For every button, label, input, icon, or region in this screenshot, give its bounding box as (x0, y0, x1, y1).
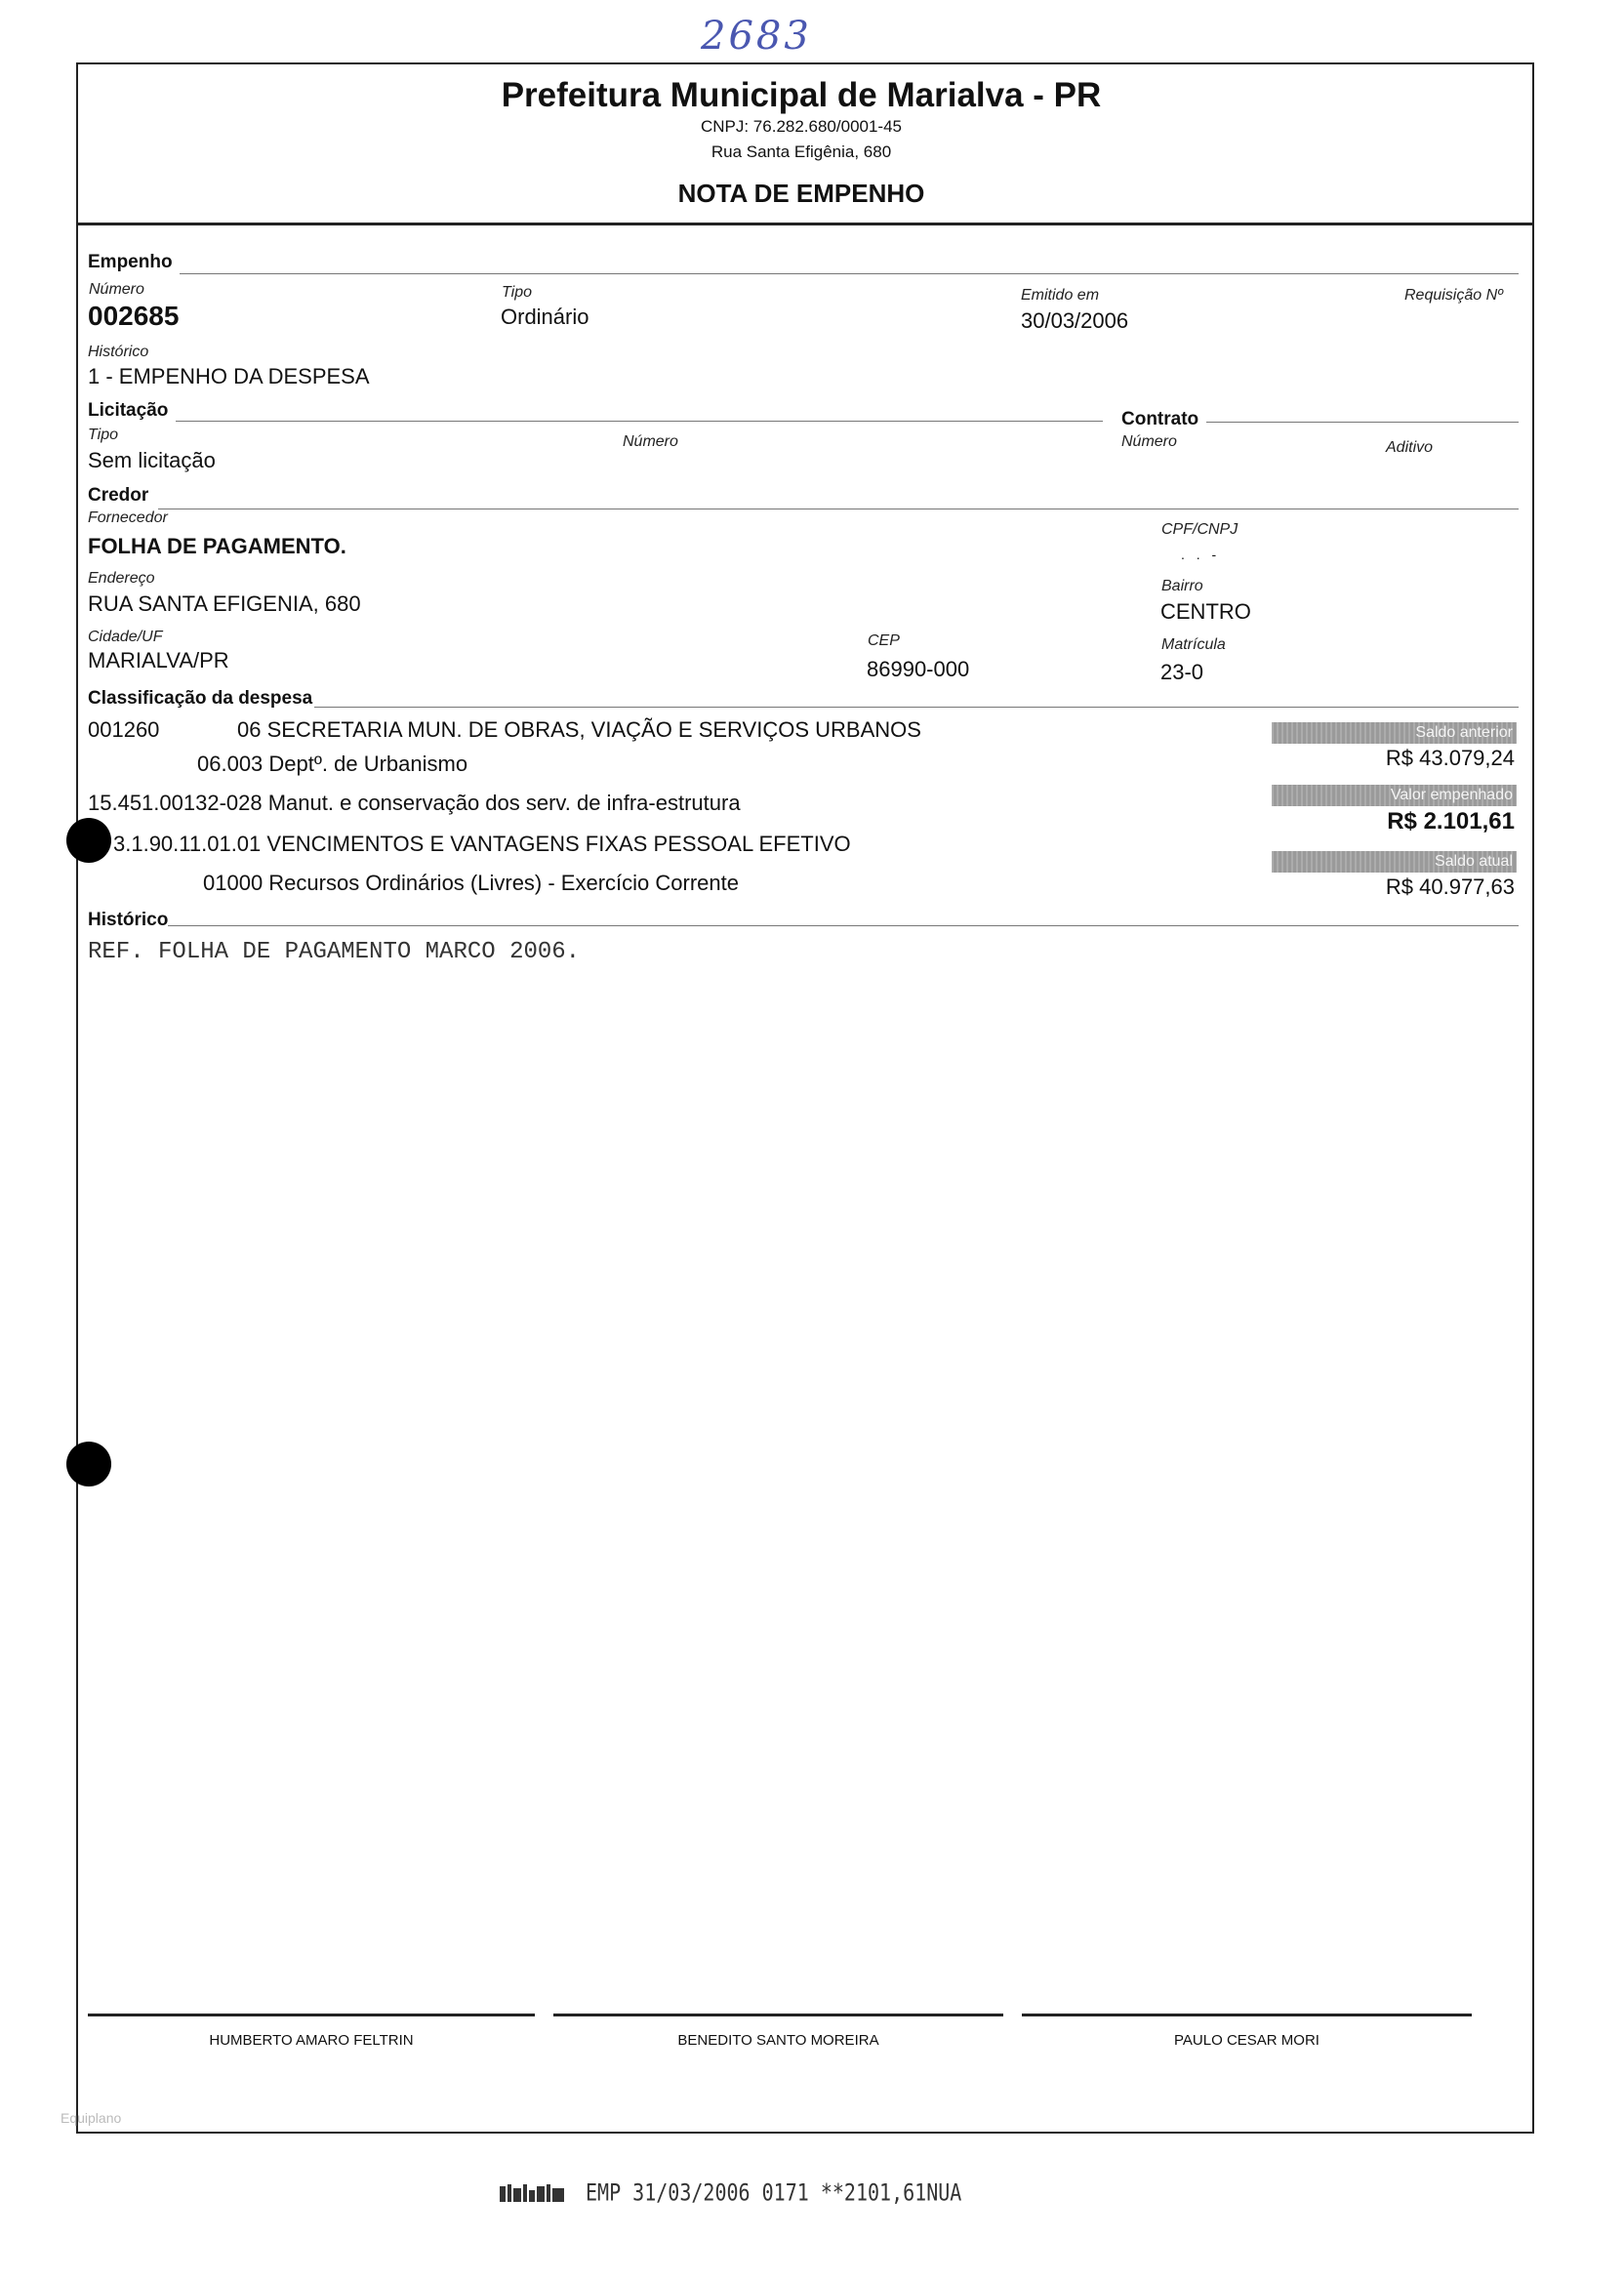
credor-section-title: Credor (88, 485, 149, 506)
fornecedor-label: Fornecedor (88, 509, 168, 526)
cidade-label: Cidade/UF (88, 629, 163, 645)
empenho-rule (180, 273, 1519, 274)
tipo-value: Ordinário (501, 305, 589, 329)
classificacao-section-title: Classificação da despesa (88, 688, 313, 709)
classificacao-departamento: 06.003 Deptº. de Urbanismo (197, 752, 468, 776)
licitacao-tipo-label: Tipo (88, 427, 118, 443)
classificacao-recurso: 01000 Recursos Ordinários (Livres) - Exercício Corrente (203, 871, 739, 895)
endereco-label: Endereço (88, 570, 155, 587)
handwritten-number: 2683 (701, 14, 812, 59)
cpf-value: . . - (1181, 547, 1221, 562)
punch-hole-bottom (66, 1442, 111, 1486)
saldo-atual-badge: Saldo atual (1272, 851, 1517, 873)
signature-name-2: BENEDITO SANTO MOREIRA (677, 2032, 879, 2049)
bank-stamp-text: EMP 31/03/2006 0171 **2101,61NUA (586, 2177, 962, 2207)
software-label: Equiplano (61, 2110, 122, 2126)
saldo-anterior-badge: Saldo anterior (1272, 722, 1517, 744)
licitacao-section-title: Licitação (88, 400, 169, 421)
licitacao-tipo-value: Sem licitação (88, 448, 216, 472)
signature-name-1: HUMBERTO AMARO FELTRIN (209, 2032, 414, 2049)
emitido-value: 30/03/2006 (1021, 308, 1129, 333)
cidade-value: MARIALVA/PR (88, 648, 229, 672)
cep-label: CEP (868, 632, 900, 649)
historico-section-title: Histórico (88, 910, 169, 930)
classificacao-elemento: 3.1.90.11.01.01 VENCIMENTOS E VANTAGENS FIXAS PESSOAL EFETIVO (113, 832, 851, 856)
classificacao-rule (314, 707, 1519, 708)
header-divider (76, 223, 1534, 225)
fornecedor-value: FOLHA DE PAGAMENTO. (88, 534, 346, 558)
cpf-label: CPF/CNPJ (1161, 521, 1238, 538)
cep-value: 86990-000 (867, 657, 970, 681)
page-title: Prefeitura Municipal de Marialva - PR (501, 76, 1102, 114)
document-title: NOTA DE EMPENHO (677, 179, 925, 208)
tipo-label: Tipo (502, 284, 532, 301)
bairro-value: CENTRO (1160, 599, 1251, 624)
historico-text: REF. FOLHA DE PAGAMENTO MARCO 2006. (88, 939, 581, 965)
contrato-section-title: Contrato (1121, 409, 1199, 429)
bairro-label: Bairro (1161, 578, 1203, 594)
signature-line-1 (88, 2014, 535, 2016)
matricula-value: 23-0 (1160, 660, 1204, 684)
requisicao-label: Requisição Nº (1404, 287, 1503, 304)
historico-value: 1 - EMPENHO DA DESPESA (88, 364, 370, 388)
endereco-value: RUA SANTA EFIGENIA, 680 (88, 591, 361, 616)
contrato-numero-label: Número (1121, 433, 1177, 450)
signature-line-2 (553, 2014, 1003, 2016)
empenho-section-title: Empenho (88, 252, 173, 272)
bank-stamp-mark (500, 2182, 568, 2209)
cnpj-text: CNPJ: 76.282.680/0001-45 (700, 117, 903, 136)
valor-empenhado-badge: Valor empenhado (1272, 785, 1517, 806)
historico-rule (168, 925, 1519, 926)
classificacao-secretaria: 06 SECRETARIA MUN. DE OBRAS, VIAÇÃO E SERVIÇOS URBANOS (237, 717, 921, 742)
signature-line-3 (1022, 2014, 1472, 2016)
saldo-atual-value: R$ 40.977,63 (1385, 875, 1515, 899)
classificacao-programa: 15.451.00132-028 Manut. e conservação dos serv. de infra-estrutura (88, 791, 741, 815)
address-text: Rua Santa Efigênia, 680 (710, 142, 892, 161)
punch-hole-top (66, 818, 111, 863)
emitido-label: Emitido em (1021, 287, 1100, 304)
classificacao-code: 001260 (88, 717, 160, 742)
licitacao-numero-label: Número (623, 433, 678, 450)
numero-label: Número (89, 281, 144, 298)
historico-label: Histórico (88, 344, 149, 360)
licitacao-rule (176, 421, 1103, 422)
contrato-rule (1206, 422, 1519, 423)
signature-name-3: PAULO CESAR MORI (1174, 2032, 1320, 2049)
valor-empenhado-value: R$ 2.101,61 (1387, 808, 1515, 834)
contrato-aditivo-label: Aditivo (1386, 439, 1434, 456)
empenho-number: 002685 (88, 301, 180, 331)
saldo-anterior-value: R$ 43.079,24 (1385, 746, 1515, 770)
matricula-label: Matrícula (1161, 636, 1226, 653)
